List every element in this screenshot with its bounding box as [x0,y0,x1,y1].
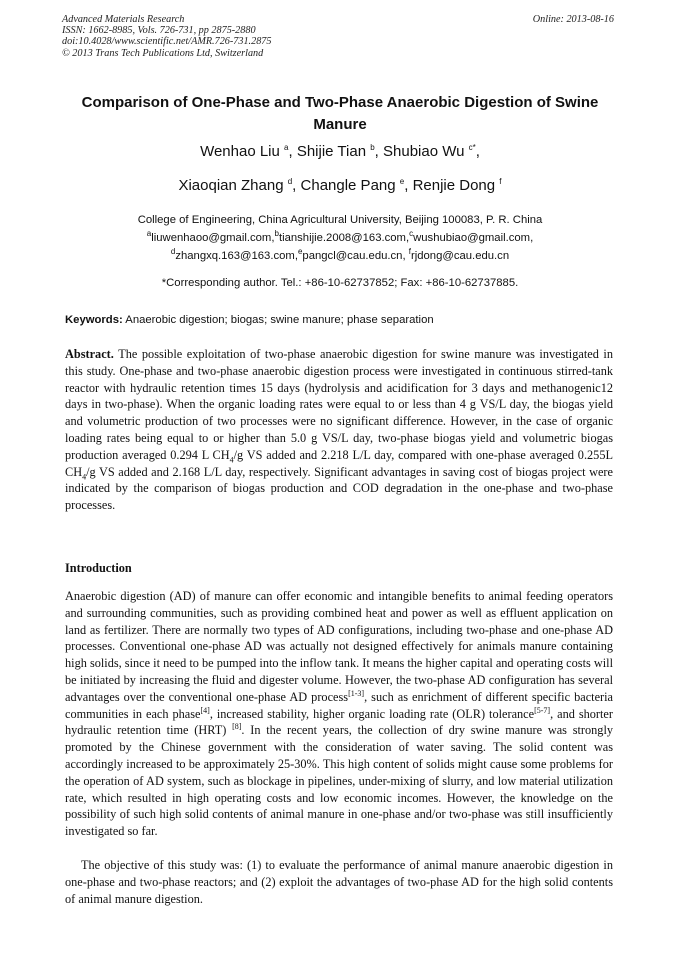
paragraph-text: , increased stability, higher organic loading rate (OLR) tolerance [209,706,535,721]
email-address[interactable]: rjdong@cau.edu.cn [410,250,510,262]
journal-name: Advanced Materials Research [62,14,185,25]
abstract-text: The possible exploitation of two-phase anaerobic digestion for swine manure was investigated in this study. One-phase and two-phase anaerobic digestion process were investigated in continuous stirred-tank reactor with hydraulic retention times 15 days (hydrolysis and acidification for 3 days and methanogenic12 days in two-phase). When the organic loading rates were equal to or less than 4 g VS/L day, the biogas yield and volumetric production of two processes were no significant difference. However, in the case of organic loading rates being equal to or higher than 5.0 g VS/L day, two-phase biogas yield and volumetric biogas production averaged 0.294 L CH [65,347,613,462]
section-heading-introduction: Introduction [65,561,132,575]
author-name: Changle Pang [300,177,396,194]
author-mark: f [499,177,502,186]
abstract-label: Abstract. [65,347,114,361]
author-name: Shijie Tian [296,143,367,160]
author-line-1 [60,142,620,162]
corresponding-author: *Corresponding author. Tel.: +86-10-62737852; Fax: +86-10-62737885. [161,277,519,289]
email-mark: a [146,229,152,239]
paragraph [65,588,613,840]
online-date-text: Online: 2013-08-16 [532,14,614,25]
email-mark: f [408,247,411,257]
keywords-label: Keywords: [65,314,123,326]
author-name: Shubiao Wu [383,143,465,160]
subscript: 4 [229,455,234,465]
journal-header [62,14,271,59]
email-address[interactable]: tianshijie.2008@163.com, [278,232,410,244]
author-name: Wenhao Liu [200,143,280,160]
author-name: Renjie Dong [412,177,496,194]
email-address[interactable]: wushubiao@gmail.com, [413,232,534,244]
paper-title: Comparison of One-Phase and Two-Phase Anaerobic Digestion of Swine Manure [81,94,599,133]
subscript: 4 [82,472,87,482]
author-sep: , [404,177,413,194]
copyright-line: © 2013 Trans Tech Publications Ltd, Switzerland [62,47,264,59]
email-line-2 [60,248,620,264]
author-sep: , [292,177,301,194]
email-address[interactable]: liuwenhaoo@gmail.com, [151,232,275,244]
intro-paragraph-1 [65,588,613,840]
email-mark: d [170,247,176,257]
citation[interactable]: [1-3] [348,688,365,698]
keywords [65,314,434,326]
paragraph-text: , and shorter hydraulic retention time (HRT) [65,706,613,738]
author-sep: , [475,143,480,160]
email-mark: c [409,229,414,239]
author-mark: d [287,177,293,186]
citation[interactable]: [5-7] [534,705,551,715]
author-mark: e [399,177,405,186]
affiliation: College of Engineering, China Agricultural University, Beijing 100083, P. R. China [137,214,543,226]
abstract-text: /g VS added and 2.218 L/L day, compared with one-phase averaged 0.255L CH [65,447,613,479]
online-date [533,14,614,25]
email-mark: b [274,229,279,239]
citation[interactable]: [8] [232,722,242,732]
paragraph-text: , such as enrichment of different specific bacteria communities in each phase [65,689,613,721]
citation[interactable]: [4] [200,705,210,715]
intro-paragraph-2 [65,857,613,907]
paragraph-text: The objective of this study was: (1) to evaluate the performance of animal manure anaerobic digestion in one-phase and two-phase reactors; and (2) exploit the advantages of two-phase AD for the high solid contents of animal manure digestion. [65,858,613,906]
author-mark: c* [468,143,476,152]
abstract [65,346,613,514]
author-mark: a [284,143,289,152]
email-mark: e [297,247,303,257]
author-mark: b [370,143,375,152]
paragraph-text: . In the recent years, the collection of dry swine manure was strongly promoted by the Chinese government with the consideration of water saving. The solid content was accordingly increased to be approximately 25-30%. This high content of solids might cause some problems for the operation of AD system, such as blockage in pipelines, under-mixing of slurry, and low material utilization rate, which resulted in high operating costs and low economic incomes. However, the knowledge on the possibility of such high solid contents of animal manure in one-phase and/or two-phase was still insufficiently investigated so far. [65,723,614,839]
author-sep: , [374,143,384,160]
paragraph-text: Anaerobic digestion (AD) of manure can offer economic and intangible benefits to animal feeding operators and surrounding communities, such as providing combined heat and power as well as effluent application on land as fertilizer. There are normally two types of AD configurations, including two-phase and one-phase AD processes. Conventional one-phase AD was actually not designed effectively for animals manure containing high solids, since it need to be pumped into the inflow tank. It means the higher capital and operating costs will be initiated by increasing the fluid and digester volume. However, the two-phase AD configuration has several advantages over the conventional one-phase AD process [65,589,613,704]
issn-line: ISSN: 1662-8985, Vols. 726-731, pp 2875-2880 [62,25,256,37]
email-line-1 [60,230,620,246]
author-line-2 [60,176,620,196]
email-address[interactable]: pangcl@cau.edu.cn, [302,250,409,262]
abstract-text: /g VS added and 2.168 L/L day, respectively. Significant advantages in saving cost of biogas project were indicated by the comparison of biogas production and COD degradation in the one-phase and two-phase processes. [65,464,613,513]
author-sep: , [288,143,297,160]
keywords-text: Anaerobic digestion; biogas; swine manure; phase separation [122,314,434,326]
author-name: Xiaoqian Zhang [178,177,284,194]
email-address[interactable]: zhangxq.163@163.com, [175,250,298,262]
doi-line: doi:10.4028/www.scientific.net/AMR.726-731.2875 [62,36,272,48]
